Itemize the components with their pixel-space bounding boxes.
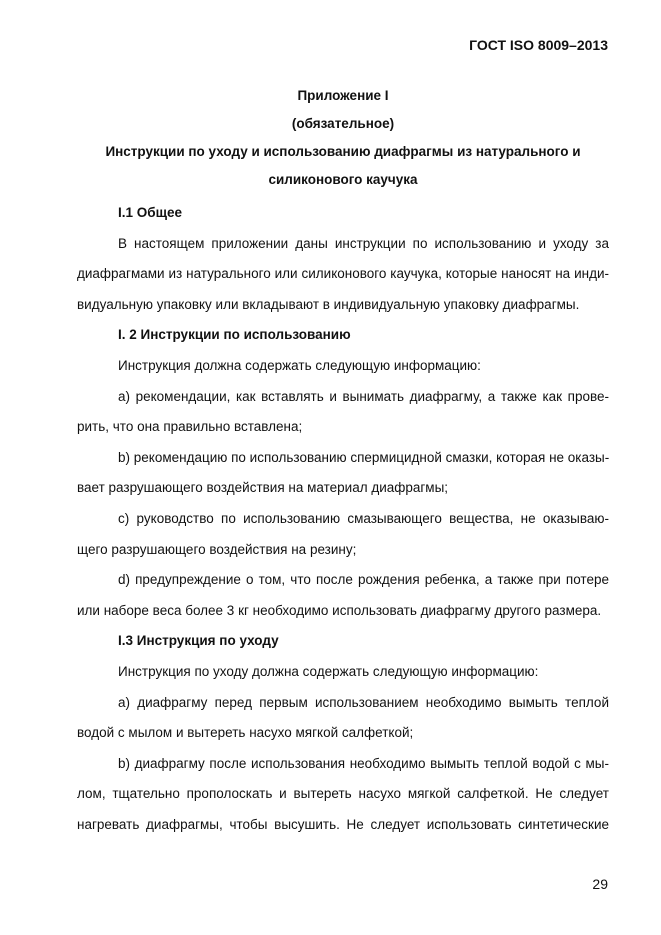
list-item-line: вает разрушающего воздействия на материал диафрагмы; <box>77 480 449 496</box>
list-item-line: b) рекомендацию по использованию спермицидной смазки, которая не оказы- <box>118 449 610 465</box>
list-item-line: b) диафрагму после использования необходимо вымыть теплой водой с мы- <box>118 755 609 771</box>
list-item-line: d) предупреждение о том, что после рождения ребенка, а также при потере <box>118 572 609 588</box>
annex-status: (обязательное) <box>291 116 395 131</box>
list-item-line: нагревать диафрагмы, чтобы высушить. Не следует использовать синтетические <box>77 816 609 832</box>
paragraph-line: В настоящем приложении даны инструкции по использованию и уходу за <box>118 235 609 251</box>
list-item-line: с) руководство по использованию смазывающего вещества, не оказываю- <box>118 510 609 526</box>
list-item-line: а) рекомендации, как вставлять и вынимать диафрагму, а также как прове- <box>118 388 609 404</box>
section-heading-general: I.1 Общее <box>118 205 183 220</box>
list-item-line: рить, что она правильно вставлена; <box>77 419 303 435</box>
section-heading-usage: I. 2 Инструкции по использованию <box>118 327 351 343</box>
document-body <box>77 198 609 840</box>
paragraph-line: Инструкция должна содержать следующую информацию: <box>118 357 481 373</box>
paragraph-line: видуальную упаковку или вкладывают в индивидуальную упаковку диафрагмы. <box>77 296 580 312</box>
annex-title-block <box>77 82 609 194</box>
document-code-header: ГОСТ ISO 8009–2013 <box>469 37 608 53</box>
paragraph-line: диафрагмами из натурального или силиконового каучука, которые наносят на инди- <box>77 266 609 282</box>
list-item-line: водой с мылом и вытереть насухо мягкой салфеткой; <box>77 725 414 741</box>
annex-heading-line-1: Инструкции по уходу и использованию диафрагмы из натурального и <box>105 144 581 159</box>
paragraph-line: Инструкция по уходу должна содержать следующую информацию: <box>118 663 539 679</box>
annex-label: Приложение I <box>297 88 389 103</box>
list-item-line: щего разрушающего воздействия на резину; <box>77 541 357 557</box>
list-item-line: лом, тщательно прополоскать и вытереть насухо мягкой салфеткой. Не следует <box>77 786 609 802</box>
page-number: 29 <box>592 876 608 892</box>
annex-heading-line-2: силиконового каучука <box>268 172 418 187</box>
list-item-line: или наборе веса более 3 кг необходимо использовать диафрагму другого размера. <box>77 602 602 618</box>
list-item-line: а) диафрагму перед первым использованием необходимо вымыть теплой <box>118 694 609 710</box>
section-heading-care: I.3 Инструкция по уходу <box>118 633 279 649</box>
